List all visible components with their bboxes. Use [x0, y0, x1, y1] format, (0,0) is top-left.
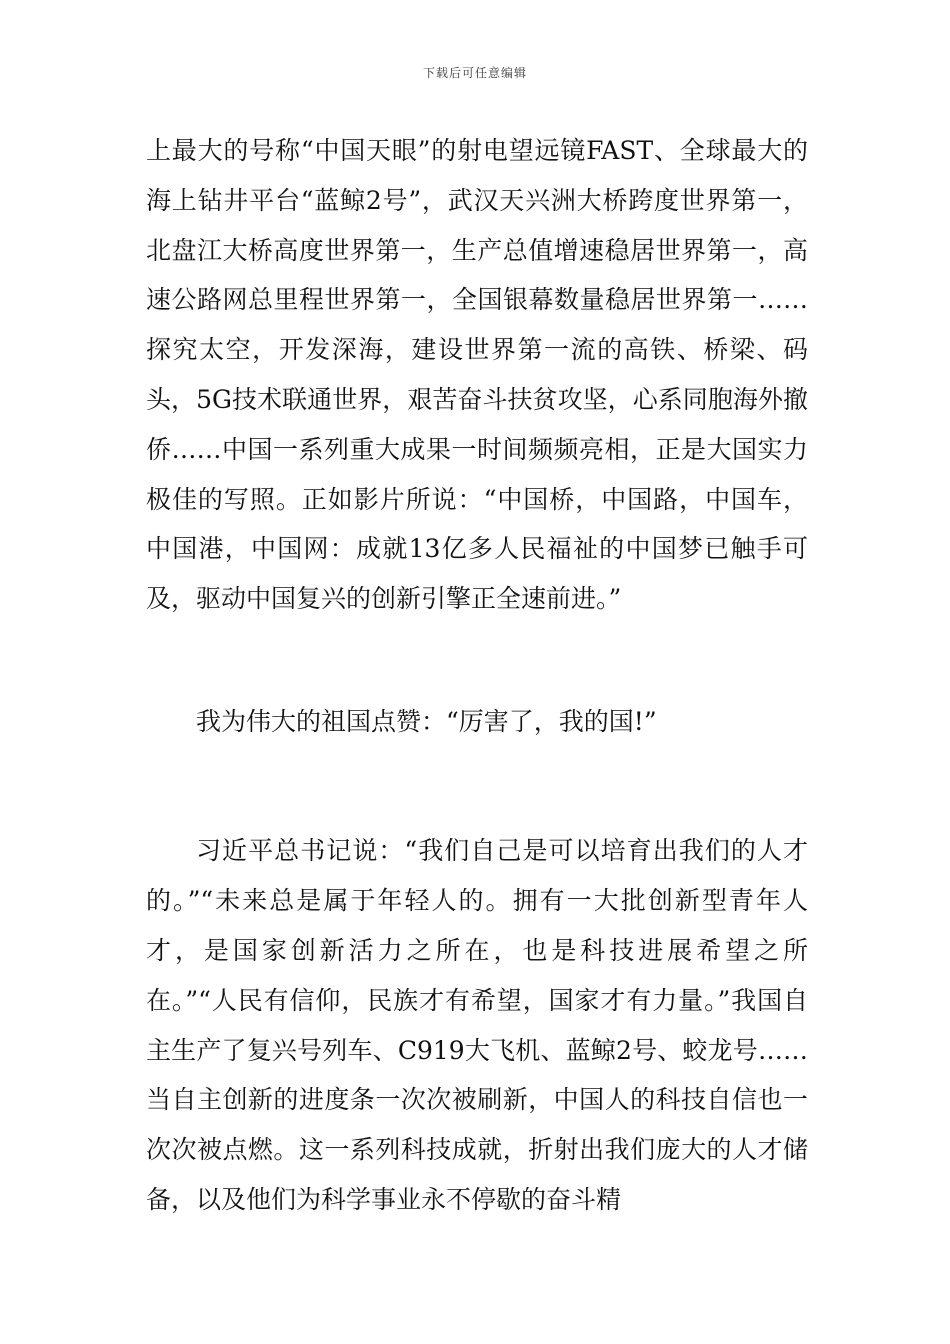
- page-header: 下载后可任意编辑: [422, 66, 527, 80]
- paragraph-2: 我为伟大的祖国点赞：“厉害了，我的国!”: [196, 706, 657, 736]
- document-body: [146, 126, 808, 1225]
- paragraph-1: 上最大的号称“中国天眼”的射电望远镜FAST、全球最大的海上钻井平台“蓝鲸2号”，武汉天兴洲大桥跨度世界第一，北盘江大桥高度世界第一，生产总值增速稳居世界第一，高速公路网总里程世界第一，全国银幕数量稳居世界第一……探究太空，开发深海，建设世界第一流的高铁、桥梁、码头，5G技术联通世界，艰苦奋斗扶贫攻坚，心系同胞海外撤侨……中国一系列重大成果一时间频频亮相，正是大国实力极佳的写照。正如影片所说：“中国桥，中国路，中国车，中国港，中国网：成就13亿多人民福祉的中国梦已触手可及，驱动中国复兴的创新引擎正全速前进。”: [146, 136, 808, 614]
- paragraph-3: 习近平总书记说：“我们自己是可以培育出我们的人才的。”“未来总是属于年轻人的。拥有一大批创新型青年人才，是国家创新活力之所在，也是科技进展希望之所在。”“人民有信仰，民族才有希望，国家才有力量。”我国自主生产了复兴号列车、C919大飞机、蓝鲸2号、蛟龙号……当自主创新的进度条一次次被刷新，中国人的科技自信也一次次被点燃。这一系列科技成就，折射出我们庞大的人才储备，以及他们为科学事业永不停歇的奋斗精: [146, 836, 808, 1214]
